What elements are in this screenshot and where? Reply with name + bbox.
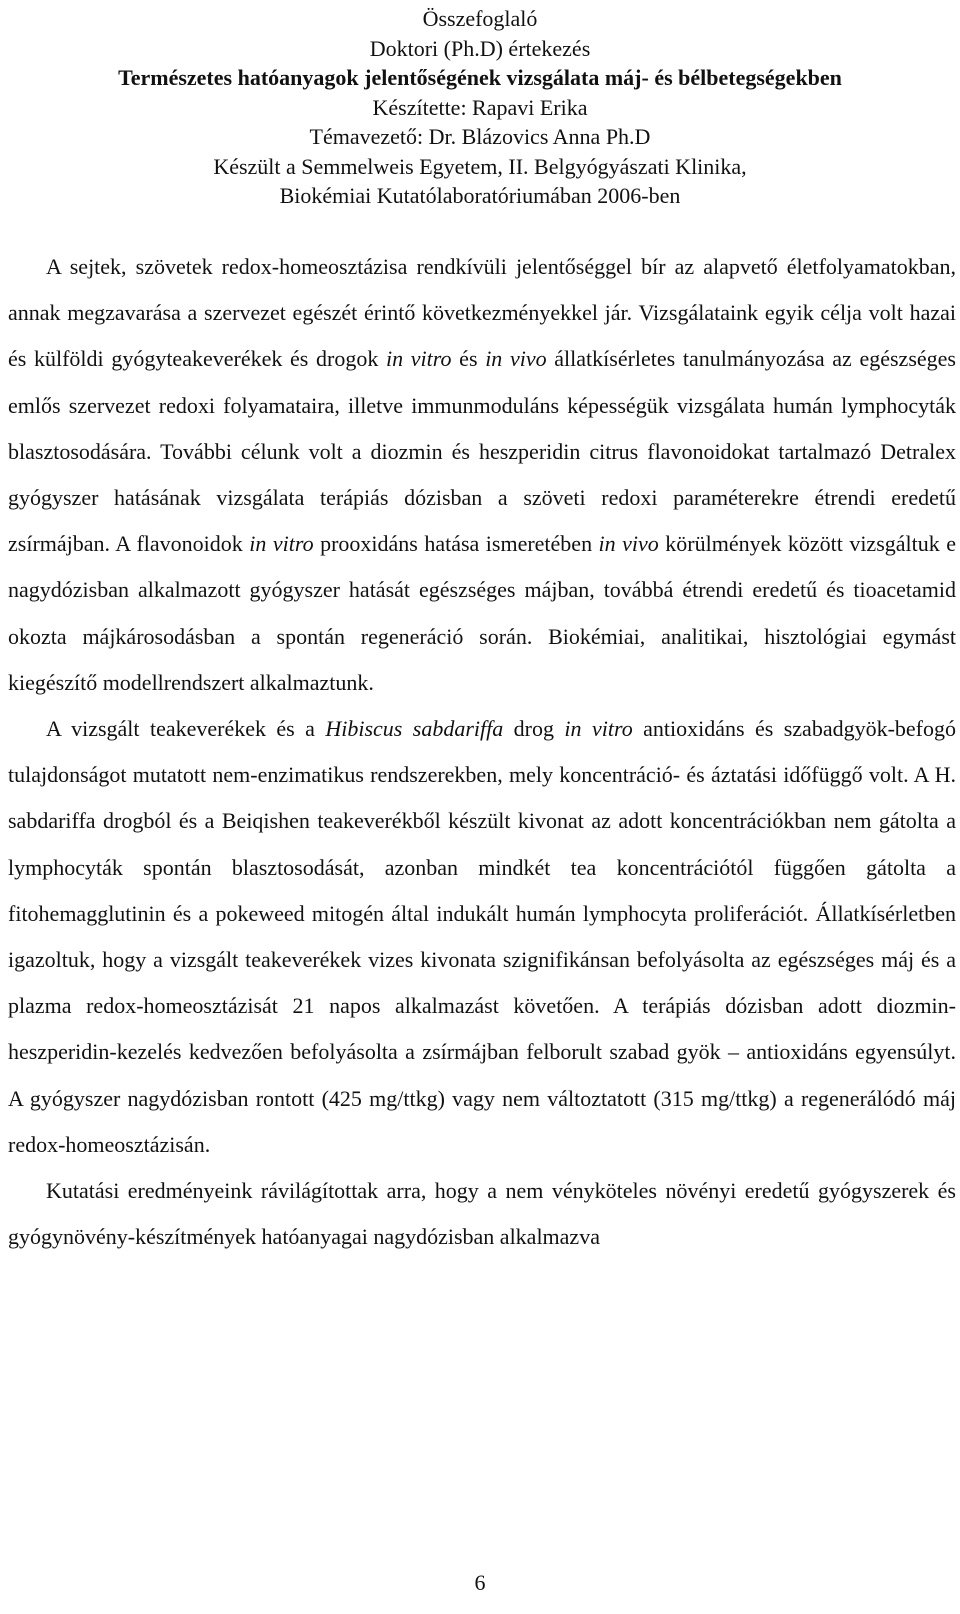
thesis-title: Természetes hatóanyagok jelentőségének vizsgálata máj- és bélbetegségekben [118,65,842,90]
supervisor-line: Témavezető: Dr. Blázovics Anna Ph.D [309,124,651,149]
paragraph-2: A vizsgált teakeverékek és a Hibiscus sabdariffa drog in vitro antioxidáns és szabadgyök-befogó tulajdonságot mutatott nem-enzimatikus rendszerekben, mely koncentráció- és áztatási időfüggő volt. A H. sabdariffa drogból és a Beiqishen teakeverékből készült kivonat az adott koncentrációkban nem gátolta a lymphocyták spontán blasztosodását, azonban mindkét tea koncentrációtól függően gátolta a fitohemagglutinin és a pokeweed mitogén által indukált humán lymphocyta proliferációt. Állatkísérletben igazoltuk, hogy a vizsgált teakeverékek vizes kivonata szignifikánsan befolyásolta az egészséges máj és a plazma redox-homeosztázisát 21 napos alkalmazást követően. A terápiás dózisban adott diozmin-heszperidin-kezelés kedvezően befolyásolta a zsírmájban felborult szabad gyök – antioxidáns egyensúlyt. A gyógyszer nagydózisban rontott (425 mg/ttkg) vagy nem változtatott (315 mg/ttkg) a regenerálódó máj redox-homeosztázisán. [8,716,957,1157]
paragraph-3: Kutatási eredményeink rávilágítottak arra, hogy a nem vényköteles növényi eredetű gyógyszerek és gyógynövény-készítmények hatóanyagai nagydózisban alkalmazva [8,1178,956,1250]
page-number: 6 [474,1570,486,1595]
document-header [0,4,960,211]
thesis-type: Doktori (Ph.D) értekezés [369,35,591,61]
author-line: Készítette: Rapavi Erika [372,94,588,120]
paragraph-1: A sejtek, szövetek redox-homeosztázisa rendkívüli jelentőséggel bír az alapvető életfolyamatokban, annak megzavarása a szervezet egészét érintő következményekkel jár. Vizsgálataink egyik célja volt hazai és külföldi gyógyteakeverékek és drogok in vitro és in vivo állatkísérletes tanulmányozása az egészséges emlős szervezet redoxi folyamataira, illetve immunmoduláns képességük vizsgálata humán lymphocyták blasztosodására. További célunk volt a diozmin és heszperidin citrus flavonoidokat tartalmazó Detralex gyógyszer hatásának vizsgálata terápiás dózisban a szöveti redoxi paraméterekre étrendi eredetű zsírmájban. A flavonoidok in vitro prooxidáns hatása ismeretében in vivo körülmények között vizsgáltuk e nagydózisban alkalmazott gyógyszer hatását egészséges májban, továbbá étrendi eredetű és tioacetamid okozta májkárosodásban a spontán regeneráció során. Biokémiai, analitikai, hisztológiai egymást kiegészítő modellrendszert alkalmaztunk. [8,254,956,695]
summary-label: Összefoglaló [422,6,538,31]
laboratory-year-line: Biokémiai Kutatólaboratóriumában 2006-ben [279,183,681,208]
document-body [8,244,956,1260]
institution-line: Készült a Semmelweis Egyetem, II. Belgyógyászati Klinika, [213,153,747,179]
